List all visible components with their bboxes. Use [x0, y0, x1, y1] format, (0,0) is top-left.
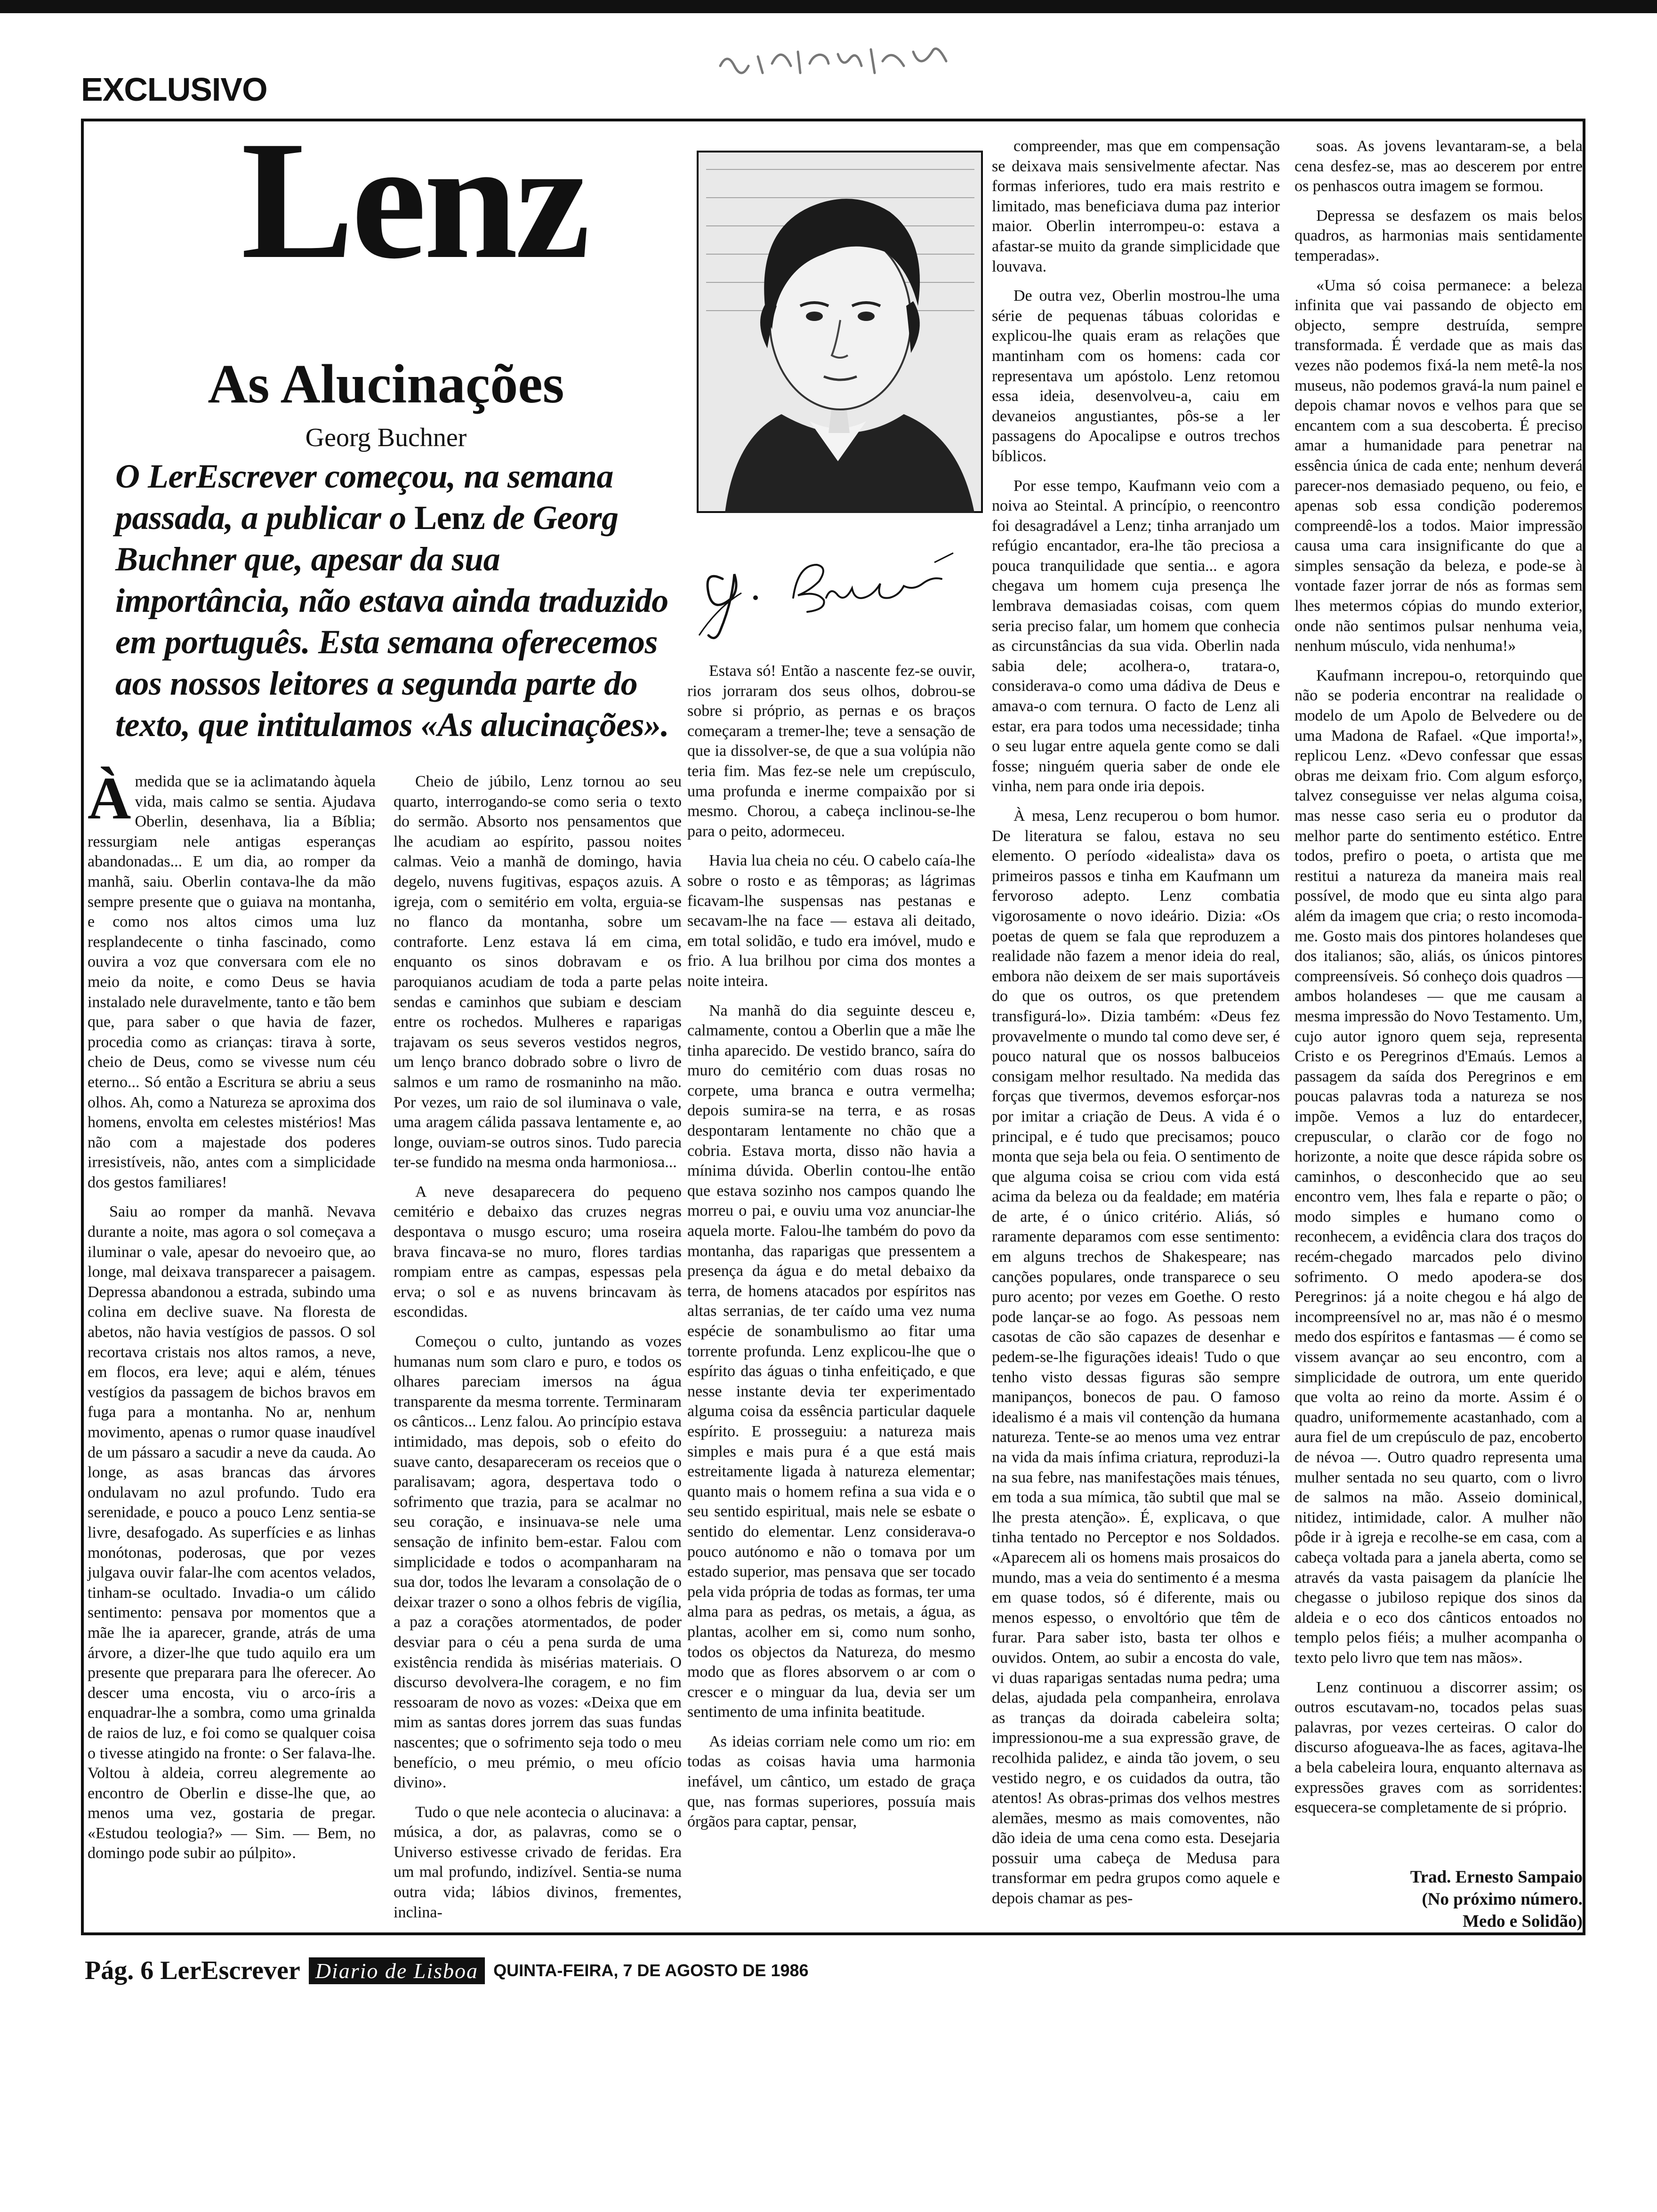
intro-title-ref: Lenz — [414, 499, 485, 537]
paragraph: À mesa, Lenz recuperou o bom humor. De literatura se falou, estava no seu elemento. O período «idealista» dava os primeiros passos e tinha em Kaufmann um fervoroso adepto. Lenz combatia vigorosamente o novo ideário. Dizia: «Os poetas de quem se fala que reproduzem a realidade não fazem a menor ideia do real, embora não deixem de ser mais suportáveis do que os outros, os que pretendem transfigurá-lo». Dizia também: «Deus fez provavelmente o mundo tal como deve ser, é pouco natural que os nossos balbuceios consigam melhor resultado. Na medida das forças que tivermos, devemos esforçar-nos por imitar a criação de Deus. A vida é o principal, e é tudo que precisamos; pouco monta que seja bela ou feia. O sentimento de que alguma coisa se criou com vida está acima da beleza ou da fealdade; em matéria de arte, é o único critério. Aliás, só raramente deparamos com esse sentimento: em alguns trechos de Shakespeare; nas canções populares, onde transparece o seu puro acento; por vezes em Goethe. O resto pode lançar-se ao fogo. As pessoas nem casotas de cão são capazes de desenhar e pedem-se-lhe figurações ideais! Tudo o que tenho visto dessas figuras são sempre manipanços, bonecos de pau. O famoso idealismo é a mais vil contenção da humana natureza. Tente-se ao menos uma vez entrar na vida da mais ínfima criatura, reproduzi-la na sua febre, nas manifestações mais ténues, em toda a sua mímica, tão subtil que mal se lhe presta atenção». É, explicava, o que tinha tentado no Perceptor e nos Soldados. «Aparecem ali os homens mais prosaicos do mundo, mas a veia do sentimento é a mesma em quase todos, só é diferente, mais ou menos espesso, o envoltório que têm de furar. Para saber isto, basta ter olhos e ouvidos. Ontem, ao subir a encosta do vale, vi duas raparigas sentadas numa pedra; uma delas, ajudada pela companheira, enrolava as tranças da doirada cabeleira solta; impressionou-me a sua expressão grave, de recolhida palidez, e ainda tão jovem, o seu vestido negro, e os cuidados da outra, tão atentos! As obras-primas dos velhos mestres alemães, mesmo as mais comoventes, não dão ideia de uma cena como esta. Desejaria possuir uma cabeça de Medusa para transformar em pedra grupos como aquele e depois chamar as pes- — [992, 807, 1280, 1907]
next-issue-note: (No próximo número. — [1422, 1890, 1583, 1909]
author-signature — [690, 527, 991, 640]
paragraph: soas. As jovens levantaram-se, a bela cena desfez-se, mas ao descerem por entre os penhascos outra imagem se formou. — [1295, 137, 1583, 195]
intro-text-start: O LerEscrever começou, na semana passada, a publicar o — [115, 457, 613, 537]
publication-date: QUINTA-FEIRA, 7 DE AGOSTO DE 1986 — [493, 1961, 809, 1980]
text-column-1 — [88, 765, 376, 1873]
newspaper-logo: Diario de Lisboa — [309, 1957, 485, 1984]
handwritten-scribble — [716, 38, 960, 80]
text-column-5 — [1295, 136, 1583, 1827]
article-author: Georg Buchner — [305, 423, 467, 452]
paragraph: Por esse tempo, Kaufmann veio com a noiva ao Steintal. A princípio, o reencontro foi desagradável a Lenz; tinha arranjado um refúgio encantador, era-lhe tão preciosa a pouca tranquilidade que sentia... e agora chegava um homem cuja presença lhe lembrava demasiadas coisas, com quem seria preciso falar, um homem que conhecia as circunstâncias da sua vida. Oberlin nada sabia dele; acolhera-o, tratara-o, considerava-o como uma dádiva de Deus e amava-o com ternura. O facto de Lenz ali estar, era para todos uma necessidade; tinha o seu lugar entre aquela gente como se dali fosse; ninguém queria saber de onde ele vinha, nem para onde iria depois. — [992, 477, 1280, 795]
text-column-2 — [394, 772, 682, 1932]
paragraph: Tudo o que nele acontecia o alucinava: a música, a dor, as palavras, como se o Universo estivesse crivado de feridas. Era um mal profundo, indizível. Sentia-se numa outra vida; lábios divinos, frementes, inclina- — [394, 1803, 682, 1921]
intro-text-end: de Georg Buchner que, apesar da sua importância, não estava ainda traduzido em português. Esta semana oferecemos aos nossos leitores a segunda parte do texto, que intitulamos «As alucinações». — [115, 499, 669, 744]
article-subtitle: As Alucinações — [208, 353, 564, 415]
article-credits — [1295, 1866, 1583, 1932]
paragraph: Depressa se desfazem os mais belos quadros, as harmonias mais sentidamente temperadas». — [1295, 207, 1583, 264]
text-column-3 — [687, 661, 975, 1842]
translator-credit: Trad. Ernesto Sampaio — [1410, 1867, 1583, 1887]
paragraph: Estava só! Então a nascente fez-se ouvir, rios jorraram dos seus olhos, dobrou-se sobre si próprio, as pernas e os braços começaram a tremer-lhe; teve a sensação de que ia dissolver-se, de que a sua volúpia não teria fim. Mas fez-se nele um crepúsculo, uma profunda e inerme compaixão por si mesmo. Chorou, a cabeça inclinou-se-lhe para o peito, adormeceu. — [687, 662, 975, 840]
paragraph: A neve desaparecera do pequeno cemitério e debaixo das cruzes negras despontava o musgo escuro; uma roseira brava fincava-se no muro, flores tardias rompiam entre as campas, espessas pela erva; o sol e as nuvens brincavam às escondidas. — [394, 1183, 682, 1321]
paragraph: Kaufmann increpou-o, retorquindo que não se poderia encontrar na realidade o modelo de um Apolo de Belvedere ou de uma Madona de Rafael. «Que importa!», replicou Lenz. «Devo confessar que essas obras me deixam frio. Com algum esforço, talvez conseguisse ver nelas alguma coisa, mas nesse caso seria eu o produtor da melhor parte do sentimento estético. Entre todos, prefiro o poeta, o artista que me restitui a natureza da maneira mais real possível, de modo que eu sinta algo para além da imagem que cria; o resto incomoda-me. Gosto mais dos pintores holandeses que dos italianos; são, aliás, os únicos pintores compreensíveis. Só conheço dois quadros — ambos holandeses — que me causam a mesma impressão do Novo Testamento. Um, cujo autor ignoro quem seja, representa Cristo e os Peregrinos d'Emaús. Lemos a passagem da saída dos Peregrinos e em poucas palavras toda a natureza se nos impõe. Vemos a luz do entardecer, crepuscular, o clarão cor de fogo no horizonte, a noite que desce rápida sobre os caminhos, o desconhecido que ao seu encontro vem, lhes fala e reparte o pão; o modo simples e humano como o reconhecem, a evidência clara dos traços do recém-chegado marcados pelo divino sofrimento. O medo apodera-se dos Peregrinos: já a noite chegou e há algo de incompreensível no ar, mas não é o mesmo medo dos espíritos e fantasmas — é como se vissem avançar ao seu encontro, com a simplicidade de outrora, um ente querido que volta ao reino da morte. Assim é o quadro, uniformemente acastanhado, com a aura fiel de um crepúsculo de paz, encoberto de névoa —. Outro quadro representa uma mulher sentada no seu quarto, com o livro de salmos na mão. Asseio dominical, nitidez, intimidade, calor. A mulher não pôde ir à igreja e recolhe-se em casa, com a cabeça voltada para a janela aberta, como se através da vasta paisagem da planície lhe chegasse o jubiloso repique dos sinos da aldeia e o eco dos cânticos entoados no templo pelos fiéis; a mulher acompanha o texto pelo livro que tem nas mãos». — [1295, 666, 1583, 1667]
paragraph: Lenz continuou a discorrer assim; os outros escutavam-no, tocados pelas suas palavras, por vezes certeiras. O calor do discurso afogueava-lhe as faces, agitava-lhe a bela cabeleira loura, enquanto alternava as expressões graves com as sorridentes: esquecera-se completamente de si próprio. — [1295, 1678, 1583, 1817]
page-footer — [85, 1954, 885, 1987]
article-title: Lenz — [241, 106, 587, 294]
paragraph: Cheio de júbilo, Lenz tornou ao seu quarto, interrogando-se como seria o texto do sermão. Absorto nos pensamentos que lhe acudiam ao espírito, passou noites calmas. Veio a manhã de domingo, havia degelo, nuvens fugitivas, espaços azuis. A igreja, com o semitério em volta, erguia-se no flanco da montanha, sobre um contraforte. Lenz estava lá em cima, enquanto os sinos dobravam e os paroquianos acudiam de toda a parte pelas sendas e caminhos que subiam e desciam entre os rochedos. Mulheres e raparigas trajavam os seus severos vestidos negros, um lenço branco dobrado sobre o livro de salmos e um ramo de rosmaninho na mão. Por vezes, um raio de sol iluminava o vale, uma aragem cálida passava lentamente e, ao longe, ouviam-se outros sinos. Tudo parecia ter-se fundido na mesma onda harmoniosa... — [394, 773, 682, 1171]
paragraph: Começou o culto, juntando as vozes humanas num som claro e puro, e todos os olhares pareciam imersos na água transparente da mesma torrente. Terminaram os cânticos... Lenz falou. Ao princípio estava intimidado, mas depois, sob o efeito do suave canto, desapareceram os receios que o paralisavam; agora, despertava todo o sofrimento que trazia, para se acalmar no seu coração, e insinuava-se nele uma sensação de infinito bem-estar. Falou com simplicidade e todos o acompanharam na sua dor, todos lhe levaram a consolação de o deixar trazer o sono a olhos febris de vigília, a paz a corações atormentados, de poder desviar para o céu a pena surda de uma existência rendida às misérias materiais. O discurso devolvera-lhe coragem, e no fim ressoaram de novo as vozes: «Deixa que em mim as santas dores jorrem das suas fundas nascentes; que o sofrimento seja todo o meu benefício, o meu prémio, o meu ofício divino». — [394, 1333, 682, 1792]
paragraph: As ideias corriam nele como um rio: em todas as coisas havia uma harmonia inefável, um cântico, um estado de graça que, nas formas superiores, possuía mais órgãos para captar, pensar, — [687, 1732, 975, 1831]
paragraph — [88, 765, 376, 1193]
text-column-4 — [992, 136, 1280, 1918]
next-issue-title: Medo e Solidão) — [1463, 1912, 1583, 1931]
paragraph: Saiu ao romper da manhã. Nevava durante a noite, mas agora o sol começava a iluminar o vale, apesar do nevoeiro que, ao longe, mal deixava transparecer a paisagem. Depressa abandonou a estrada, subindo uma colina em declive suave. Na floresta de abetos, não havia vestígios de passos. O sol recortava cristais nos altos ramos, a neve, em flocos, era leve; aqui e além, ténues vestígios da passagem de bichos bravos em fuga para a montanha. No ar, nenhum movimento, apenas o rumor quase inaudível de um pássaro a sacudir a neve da cauda. Ao longe, as asas brancas das árvores ondulavam no azul profundo. Tudo era serenidade, e pouco a pouco Lenz sentia-se livre, desafogado. As superfícies e as linhas monótonas, poderosas, que por vezes julgava ouvir falar-lhe com acentos velados, tinham-se ocultado. Invadia-o um cálido sentimento: pensava por momentos que a mãe lhe ia aparecer, grande, atrás de uma árvore, a dizer-lhe que tudo aquilo era um presente que preparara para lhe oferecer. Ao descer uma encosta, viu o arco-íris a enquadrar-lhe a sombra, como uma grinalda de raios de luz, e foi como se qualquer coisa o tivesse atingido na fronte: o Ser falava-lhe. Voltou à aldeia, correu alegremente ao encontro de Oberlin e disse-lhe que, ao menos uma vez, gostaria de pregar. «Estudou teologia?» — Sim. — Bem, no domingo pode subir ao púlpito». — [88, 1203, 376, 1862]
paragraph: Havia lua cheia no céu. O cabelo caía-lhe sobre o rosto e as têmporas; as lágrimas ficavam-lhe suspensas nas pestanas e secavam-lhe na face — estava ali deitado, em total solidão, e tudo era imóvel, mudo e frio. A lua brilhou por cima dos montes a noite inteira. — [687, 852, 975, 990]
author-portrait — [697, 151, 983, 513]
paragraph-text: medida que se ia aclimatando àquela vida, mais calmo se sentia. Ajudava Oberlin, desenhava, lia a Bíblia; ressurgiam nele antigas esperanças abandonadas... E um dia, ao romper da manhã, saiu. Oberlin contava-lhe da mão sempre presente que o guiava na montanha, e como nos altos cimos uma luz resplandecente o tinha fascinado, como ouvira a voz que conversara com ele no meio da noite, e como Deus se havia instalado nele duravelmente, tanto e tão bem que, para saber o que havia de fazer, procedia como as crianças: tirava à sorte, cheio de Deus, como se vivesse num céu eterno... Só então a Escritura se abriu a seus olhos. Ah, como a Natureza se aproxima dos homens, envolta em celestes mistérios! Mas não com a majestade dos poderes irresistíveis, não, antes com a simplicidade dos gestos familiares! — [88, 773, 376, 1191]
section-label: EXCLUSIVO — [81, 71, 267, 108]
page-number: Pág. 6 LerEscrever — [85, 1956, 300, 1985]
paragraph: compreender, mas que em compensação se deixava mais sensivelmente afectar. Nas formas inferiores, tudo era mais restrito e limitado, mas beneficiava duma paz interior maior. Oberlin interrompeu-o: estava a afastar-se muito da grande simplicidade que louvava. — [992, 137, 1280, 275]
top-rule — [0, 0, 1657, 13]
drop-cap: À — [88, 765, 131, 832]
paragraph: Na manhã do dia seguinte desceu e, calmamente, contou a Oberlin que a mãe lhe tinha aparecido. De vestido branco, saíra do muro do cemitério com duas rosas no corpete, uma branca e outra vermelha; depois sumira-se na terra, e as rosas despontaram lentamente no chão que a cobria. Estava morta, disso não havia a mínima dúvida. Oberlin contou-lhe então que estava sozinho nos campos quando lhe morreu o pai, e ouviu uma voz anunciar-lhe aquela morte. Falou-lhe também do povo da montanha, das raparigas que pressentem a presença da água e do metal debaixo da terra, de homens atacados por espíritos nas altas serranias, de ter caído uma vez numa espécie de sonambulismo ao fitar uma torrente profunda. Lenz explicou-lhe que o espírito das águas o tinha enfeitiçado, e que nesse instante devia ter experimentado alguma coisa da essência particular daquele espírito. E prosseguiu: a natureza mais simples e mais pura é a que está mais estreitamente ligada à natureza elementar; quanto mais o homem refina a sua vida e o seu sentido espiritual, mais nele se esbate o sentido do elementar. Lenz considerava-o pouco autónomo e não o tomava por um estado superior, mas pensava que ser tocado pela vida própria de todas as formas, ter uma alma para as pedras, os metais, a água, as plantas, acolher em si, como num sonho, todos os objectos da Natureza, do mesmo modo que as flores absorvem o ar com o crescer e o minguar da lua, devia ser um sentimento de uma infinita beatitude. — [687, 1002, 975, 1721]
paragraph: «Uma só coisa permanece: a beleza infinita que vai passando de objecto em objecto, sempre destruída, sempre transformada. É verdade que as mais das vezes não podemos fixá-la nem metê-la nos museus, não podemos gravá-la num painel e depois chamar novos e velhos para que se encantem com a sua descoberta. É preciso amar a humanidade para penetrar na essência única de cada ente; nenhum deverá parecer-nos demasiado pequeno, ou feio, e apenas sob essa condição poderemos compreendê-los a todos. Maior impressão causa uma cara insignificante do que a simples sensação da beleza, e pode-se à vontade fazer jorrar de nós as formas sem lhes metermos cópias do mundo exterior, onde não sentimos pulsar nenhuma veia, nenhum músculo, vida nenhuma!» — [1295, 276, 1583, 655]
paragraph: De outra vez, Oberlin mostrou-lhe uma série de pequenas tábuas coloridas e explicou-lhe quais eram as relações que mantinham com os homens: cada cor representava um apóstolo. Lenz retomou essa ideia, desenvolveu-a, caiu em devaneios angustiantes, pôs-se a ler passagens do Apocalipse e outros trechos bíblicos. — [992, 287, 1280, 465]
article-intro — [115, 456, 671, 745]
